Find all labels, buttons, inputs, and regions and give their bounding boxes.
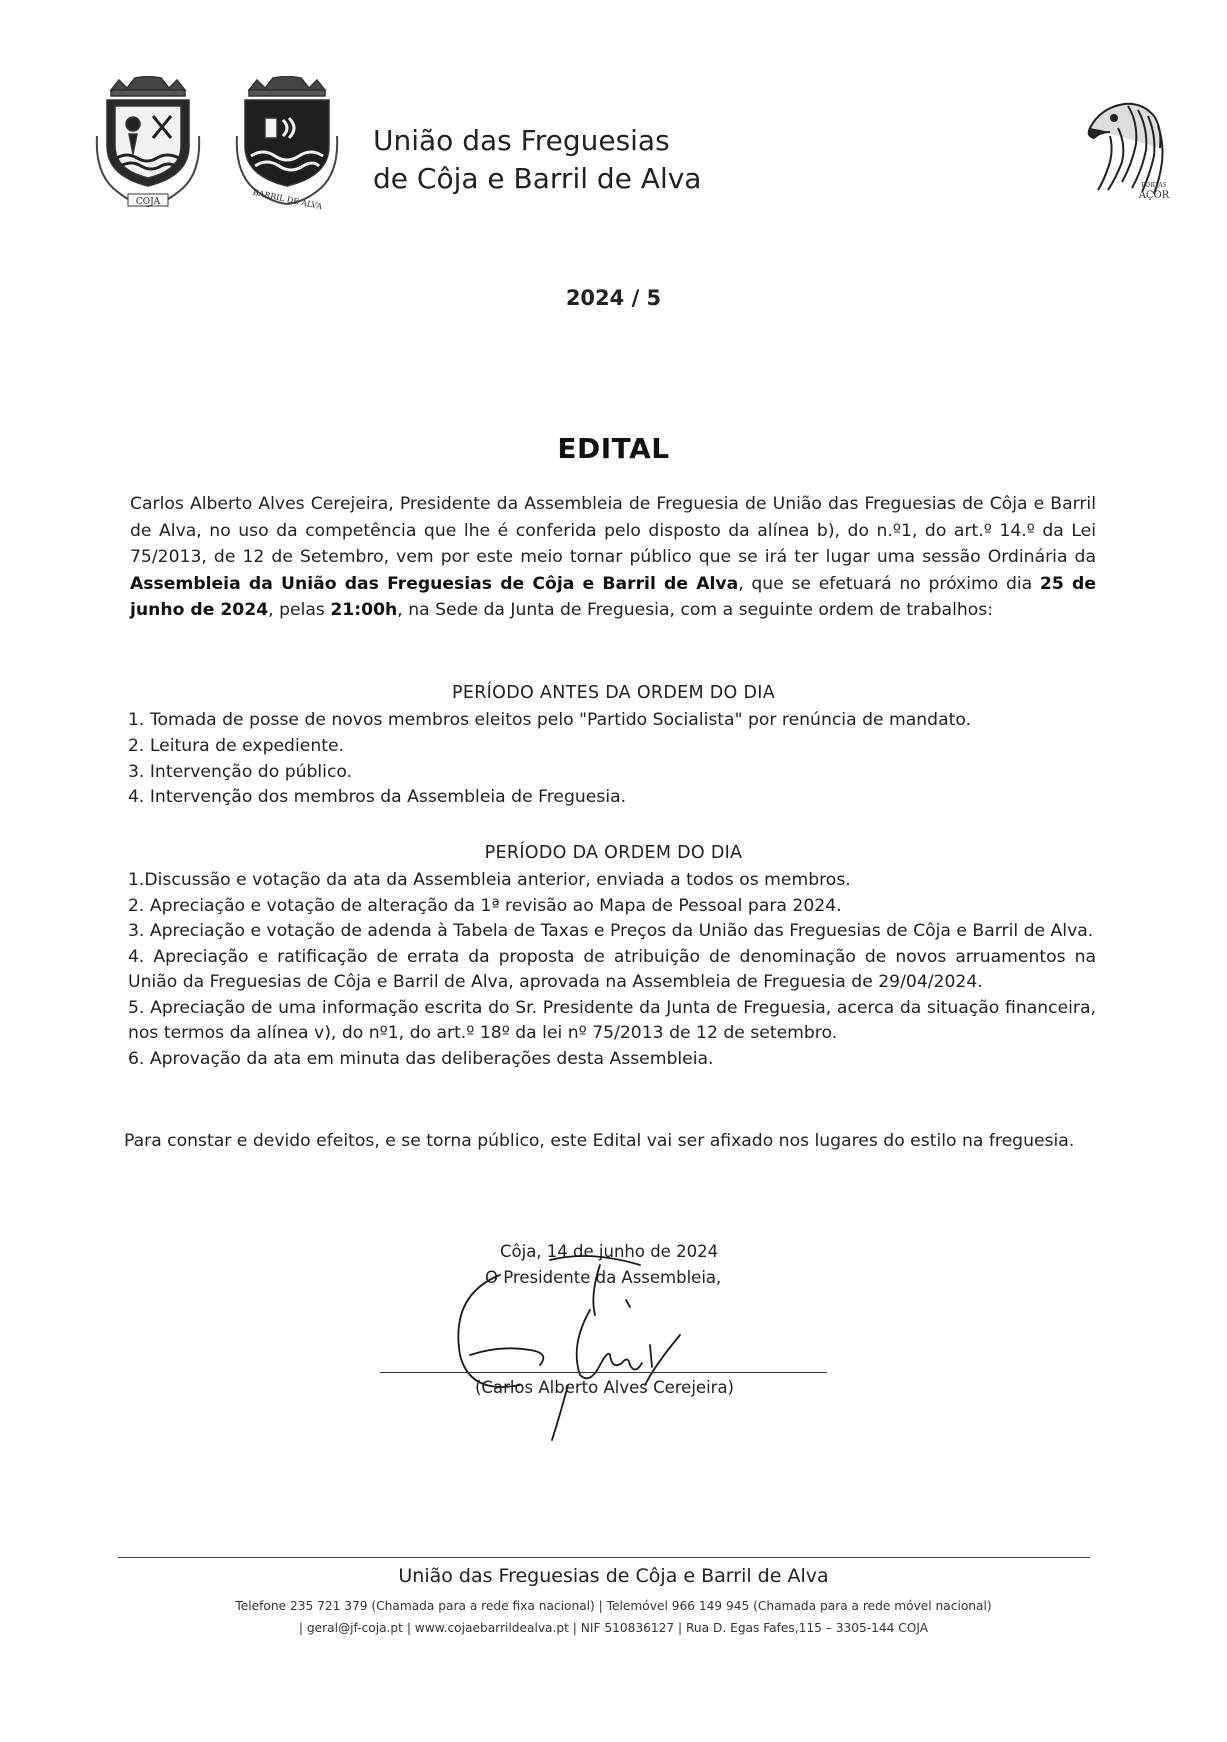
intro-text-1: Carlos Alberto Alves Cerejeira, Presidente da Assembleia de Freguesia de União das Freguesias de Côja e Barril de Alva, no uso da competência que lhe é conferida pelo disposto da alínea b), do n.º1, do art.º 14.º da Lei 75/2013, de 12 de Setembro, vem por este meio tornar público que se irá ter lugar uma sessão Ordinária da — [130, 494, 1096, 567]
footer-details: | geral@jf-coja.pt | www.cojaebarrildealva.pt | NIF 510836127 | Rua D. Egas Fafes,115 – 3305-144 COJA — [298, 1621, 929, 1635]
intro-bold-date: 25 de junho de 2024 — [130, 573, 1096, 620]
footer-divider — [118, 1557, 1090, 1558]
footer-contacts: Telefone 235 721 379 (Chamada para a rede fixa nacional) | Telemóvel 966 149 945 (Chamada para a rede móvel nacional) — [235, 1599, 992, 1613]
organization-title — [373, 122, 701, 198]
coja-crest-icon — [93, 76, 203, 211]
portas-acor-logo-icon — [1082, 92, 1178, 207]
list-item: 2. Leitura de expediente. — [128, 735, 344, 756]
list-item: 5. Apreciação de uma informação escrita do Sr. Presidente da Junta de Freguesia, acerca da situação financeira, nos termos da alínea v), do nº1, do art.º 18º da lei nº 75/2013 de 12 de setembro. — [128, 997, 1096, 1043]
signature-place-date: Côja, 14 de junho de 2024 — [500, 1242, 719, 1261]
period-order-heading: PERÍODO DA ORDEM DO DIA — [484, 843, 743, 863]
list-item: 3. Intervenção do público. — [128, 761, 353, 782]
period-before-heading: PERÍODO ANTES DA ORDEM DO DIA — [452, 683, 775, 703]
barril-crest-icon — [233, 76, 341, 211]
list-item: 1. Tomada de posse de novos membros eleitos pelo "Partido Socialista" por renúncia de mandato. — [128, 710, 972, 730]
document-number: 2024 / 5 — [565, 286, 662, 310]
intro-bold-time: 21:00h — [330, 600, 398, 620]
closing-paragraph: Para constar e devido efeitos, e se torna público, este Edital vai ser afixado nos lugares do estilo na freguesia. — [124, 1131, 1075, 1151]
footer-title: União das Freguesias de Côja e Barril de Alva — [398, 1565, 829, 1587]
intro-text-2: , que se efetuará no próximo dia — [738, 573, 1040, 594]
list-item: 1.Discussão e votação da ata da Assembleia anterior, enviada a todos os membros. — [128, 870, 851, 890]
signature-line — [380, 1372, 827, 1373]
barril-crest-label: BARRIL DE ALVA — [252, 187, 324, 211]
signature-role: O Presidente da Assembleia, — [485, 1268, 722, 1287]
period-order-list — [128, 868, 1096, 1072]
intro-text-4: , na Sede da Junta de Freguesia, com a seguinte ordem de trabalhos: — [397, 600, 993, 620]
intro-paragraph — [130, 491, 1096, 624]
coja-crest-label: COJA — [135, 197, 161, 207]
list-item: 4. Intervenção dos membros da Assembleia de Freguesia. — [128, 787, 627, 808]
portas-acor-label-1: PORTAS — [1141, 182, 1167, 189]
portas-acor-label-2: AÇOR — [1138, 190, 1170, 201]
list-item: 3. Apreciação e votação de adenda à Tabela de Taxas e Preços da União das Freguesias de Côja e Barril de Alva. — [128, 921, 1094, 941]
list-item: 2. Apreciação e votação de alteração da 1ª revisão ao Mapa de Pessoal para 2024. — [128, 895, 842, 916]
list-item: 6. Aprovação da ata em minuta das deliberações desta Assembleia. — [128, 1048, 714, 1069]
handwritten-signature — [440, 1255, 770, 1455]
document-heading: EDITAL — [557, 432, 670, 465]
period-before-list — [128, 708, 1096, 811]
intro-text-3: , pelas — [268, 600, 331, 620]
signature-name: (Carlos Alberto Alves Cerejeira) — [475, 1378, 734, 1397]
list-item: 4. Apreciação e ratificação de errata da proposta de atribuição de denominação de novos arruamentos na União da Freguesias de Côja e Barril de Alva, aprovada na Assembleia de Freguesia de 29/04/2024. — [128, 946, 1096, 992]
organization-title-line1: União das Freguesias — [373, 124, 670, 157]
organization-title-line2: de Côja e Barril de Alva — [373, 162, 702, 195]
intro-bold-assembly: Assembleia da União das Freguesias de Côja e Barril de Alva — [130, 573, 739, 594]
